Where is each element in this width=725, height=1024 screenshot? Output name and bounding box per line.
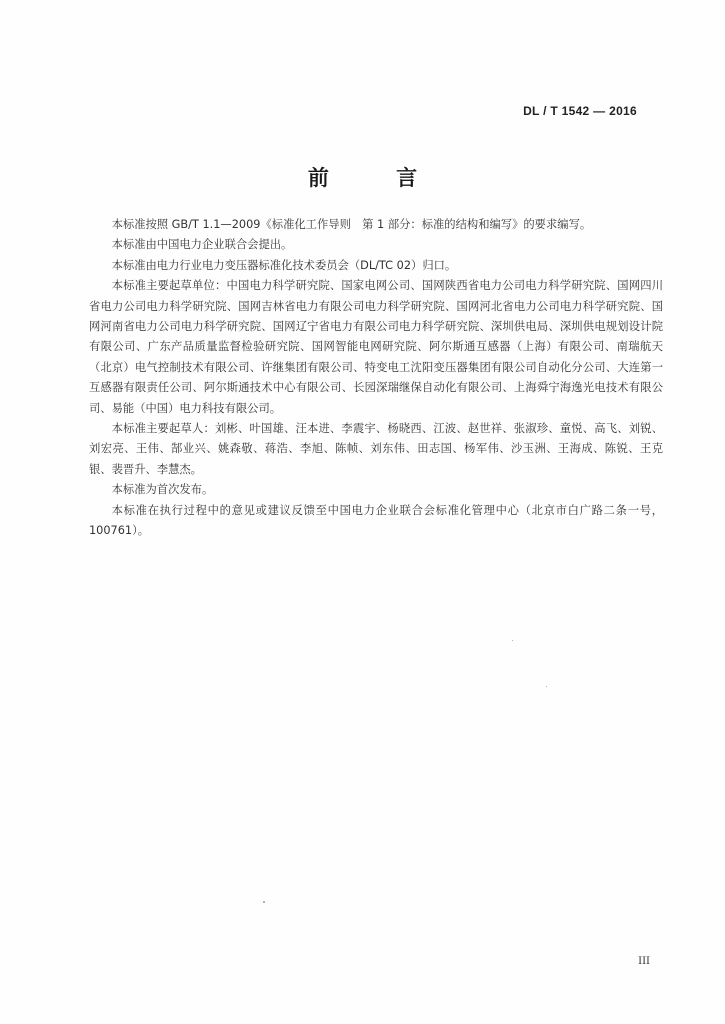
- paragraph-feedback: 本标准在执行过程中的意见或建议反馈至中国电力企业联合会标准化管理中心（北京市白广路二条一号，100761）。: [89, 503, 663, 538]
- scan-speck: [546, 686, 547, 687]
- page-number: III: [638, 956, 650, 967]
- paragraph-writing-basis: 本标准按照 GB/T 1.1—2009《标准化工作导则 第 1 部分：标准的结构和编写》的要求编写。: [111, 218, 592, 231]
- paragraph-first-release: 本标准为首次发布。: [111, 483, 214, 497]
- page-title: 前 言: [307, 166, 448, 190]
- paragraph-drafting-organizations: 本标准主要起草单位：中国电力科学研究院、国家电网公司、国网陕西省电力公司电力科学研究院、国网四川省电力公司电力科学研究院、国网吉林省电力有限公司电力科学研究院、国网河北省电力公司电力科学研究院、国网河南省电力公司电力科学研究院、国网辽宁省电力有限公司电力科学研究院、深圳供电局、深圳供电规划设计院有限公司、广东产品质量监督检验研究院、国网智能电网研究院、阿尔斯通互感器（上海）有限公司、南瑞航天（北京）电气控制技术有限公司、许继集团有限公司、特变电工沈阳变压器集团有限公司自动化分公司、大连第一互感器有限责任公司、阿尔斯通技术中心有限公司、长园深瑞继保自动化有限公司、上海舜宁海逸光电技术有限公司、易能（中国）电力科技有限公司。: [89, 279, 663, 415]
- paragraph-administrator: 本标准由电力行业电力变压器标准化技术委员会（DL/TC 02）归口。: [111, 258, 457, 272]
- scan-speck: [512, 640, 513, 641]
- document-code: DL / T 1542 — 2016: [523, 104, 637, 118]
- paragraph-proposer: 本标准由中国电力企业联合会提出。: [111, 238, 293, 252]
- preface-body: [89, 215, 663, 542]
- scan-speck: [263, 901, 265, 903]
- paragraph-drafters: 本标准主要起草人：刘彬、叶国雄、汪本进、李震宇、杨晓西、江波、赵世祥、张淑珍、童悦、高飞、刘锐、刘宏亮、王伟、郜业兴、姚森敬、蒋浩、李旭、陈帧、刘东伟、田志国、杨军伟、沙玉洲、王海成、陈锐、王克银、裴晋升、李慧杰。: [89, 422, 663, 476]
